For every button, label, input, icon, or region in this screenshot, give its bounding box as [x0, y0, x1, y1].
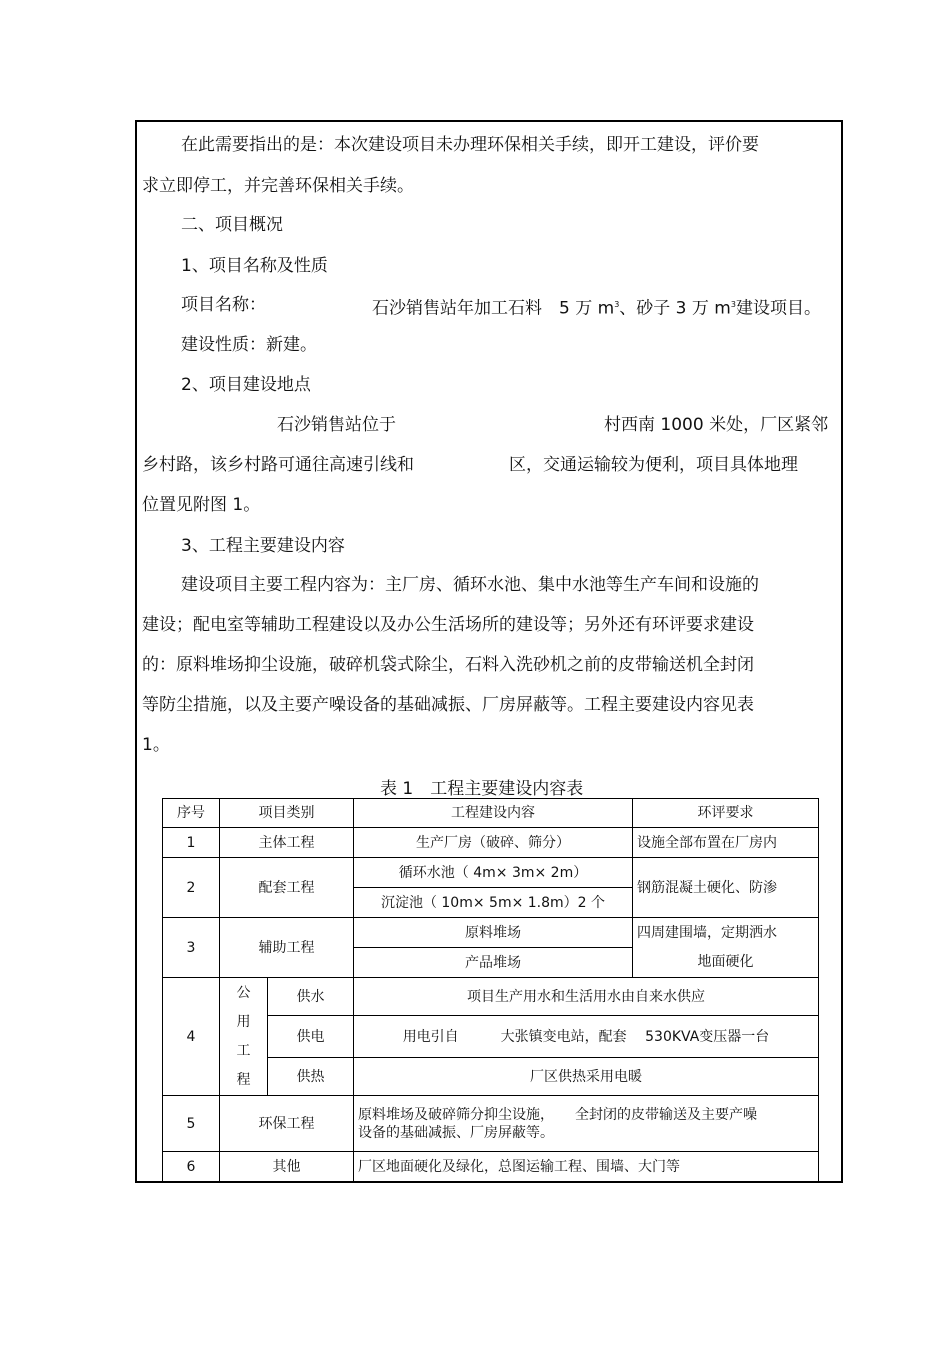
row-requirement: 设施全部布置在厂房内: [633, 828, 819, 858]
header-cell: 项目类别: [220, 799, 354, 828]
row-category: 环保工程: [220, 1096, 354, 1152]
row-number: 1: [163, 828, 220, 858]
table-header-row: [163, 799, 819, 828]
row-category: 配套工程: [220, 858, 354, 918]
table-row: [163, 1096, 819, 1152]
row-number: 5: [163, 1096, 220, 1152]
paragraph-line: 村西南 1000 米处，厂区紧邻: [604, 415, 829, 435]
paragraph-line: 的：原料堆场抑尘设施，破碎机袋式除尘，石料入洗砂机之前的皮带输送机全封闭: [142, 655, 754, 675]
paragraph-line: 在此需要指出的是：本次建设项目未办理环保相关手续，即开工建设，评价要: [181, 135, 759, 155]
paragraph-line: 位置见附图 1。: [142, 495, 261, 515]
row-content: 沉淀池（ 10m× 5m× 1.8m）2 个: [354, 888, 633, 918]
row-content: 循环水池（ 4m× 3m× 2m）: [354, 858, 633, 888]
row-number: 2: [163, 858, 220, 918]
row-number: 6: [163, 1152, 220, 1182]
section-heading: 二、项目概况: [181, 215, 283, 235]
row-category: 公用工程: [220, 978, 268, 1096]
row-content: 原料堆场: [354, 918, 633, 948]
subsection-heading: 2、项目建设地点: [181, 375, 311, 395]
table-row: [163, 828, 819, 858]
row-content: 厂区地面硬化及绿化，总图运输工程、围墙、大门等: [354, 1152, 819, 1182]
row-number: 3: [163, 918, 220, 978]
table-row: [163, 858, 819, 888]
header-cell: 序号: [163, 799, 220, 828]
table-row: [163, 978, 819, 1016]
header-cell: 环评要求: [633, 799, 819, 828]
paragraph-line: 建设项目主要工程内容为：主厂房、循环水池、集中水池等生产车间和设施的: [181, 575, 759, 595]
header-cell: 工程建设内容: [354, 799, 633, 828]
table-caption: 表 1 工程主要建设内容表: [380, 779, 584, 799]
table-row: [163, 1152, 819, 1182]
project-name-label: 项目名称：: [181, 295, 266, 315]
row-content: 项目生产用水和生活用水由自来水供应: [354, 978, 819, 1016]
paragraph-line: 区，交通运输较为便利，项目具体地理: [509, 455, 798, 475]
sub-category: 供电: [268, 1016, 354, 1058]
sub-category: 供水: [268, 978, 354, 1016]
project-nature: 建设性质：新建。: [181, 335, 317, 355]
paragraph-line: 乡村路，该乡村路可通往高速引线和: [142, 455, 414, 475]
table-row: [163, 918, 819, 948]
row-content: 原料堆场及破碎筛分抑尘设施， 全封闭的皮带输送及主要产噪 设备的基础减振、厂房屏蔽等。: [354, 1096, 819, 1152]
row-category: 辅助工程: [220, 918, 354, 978]
paragraph-line: 石沙销售站位于: [277, 415, 396, 435]
subsection-heading: 3、工程主要建设内容: [181, 536, 345, 556]
row-content: 用电引自 大张镇变电站，配套 530KVA变压器一台: [354, 1016, 819, 1058]
row-requirement: 地面硬化: [633, 948, 819, 978]
sub-category: 供热: [268, 1058, 354, 1096]
row-requirement: 钢筋混凝土硬化、防渗: [633, 858, 819, 918]
row-category: 主体工程: [220, 828, 354, 858]
paragraph-line: 等防尘措施，以及主要产噪设备的基础减振、厂房屏蔽等。工程主要建设内容见表: [142, 695, 754, 715]
row-content: 产品堆场: [354, 948, 633, 978]
row-content: 厂区供热采用电暖: [354, 1058, 819, 1096]
row-number: 4: [163, 978, 220, 1096]
row-category: 其他: [220, 1152, 354, 1182]
subsection-heading: 1、项目名称及性质: [181, 256, 328, 276]
row-requirement: 四周建围墙，定期洒水: [633, 918, 819, 948]
paragraph-line: 1。: [142, 735, 170, 755]
project-name-value: 石沙销售站年加工石料 5 万 $m^3$、砂子 3 万 $m^3$建设项目。: [372, 298, 821, 319]
row-content: 生产厂房（破碎、筛分）: [354, 828, 633, 858]
paragraph-line: 求立即停工，并完善环保相关手续。: [142, 176, 414, 196]
paragraph-line: 建设；配电室等辅助工程建设以及办公生活场所的建设等；另外还有环评要求建设: [142, 615, 754, 635]
construction-content-table: [162, 798, 819, 1182]
